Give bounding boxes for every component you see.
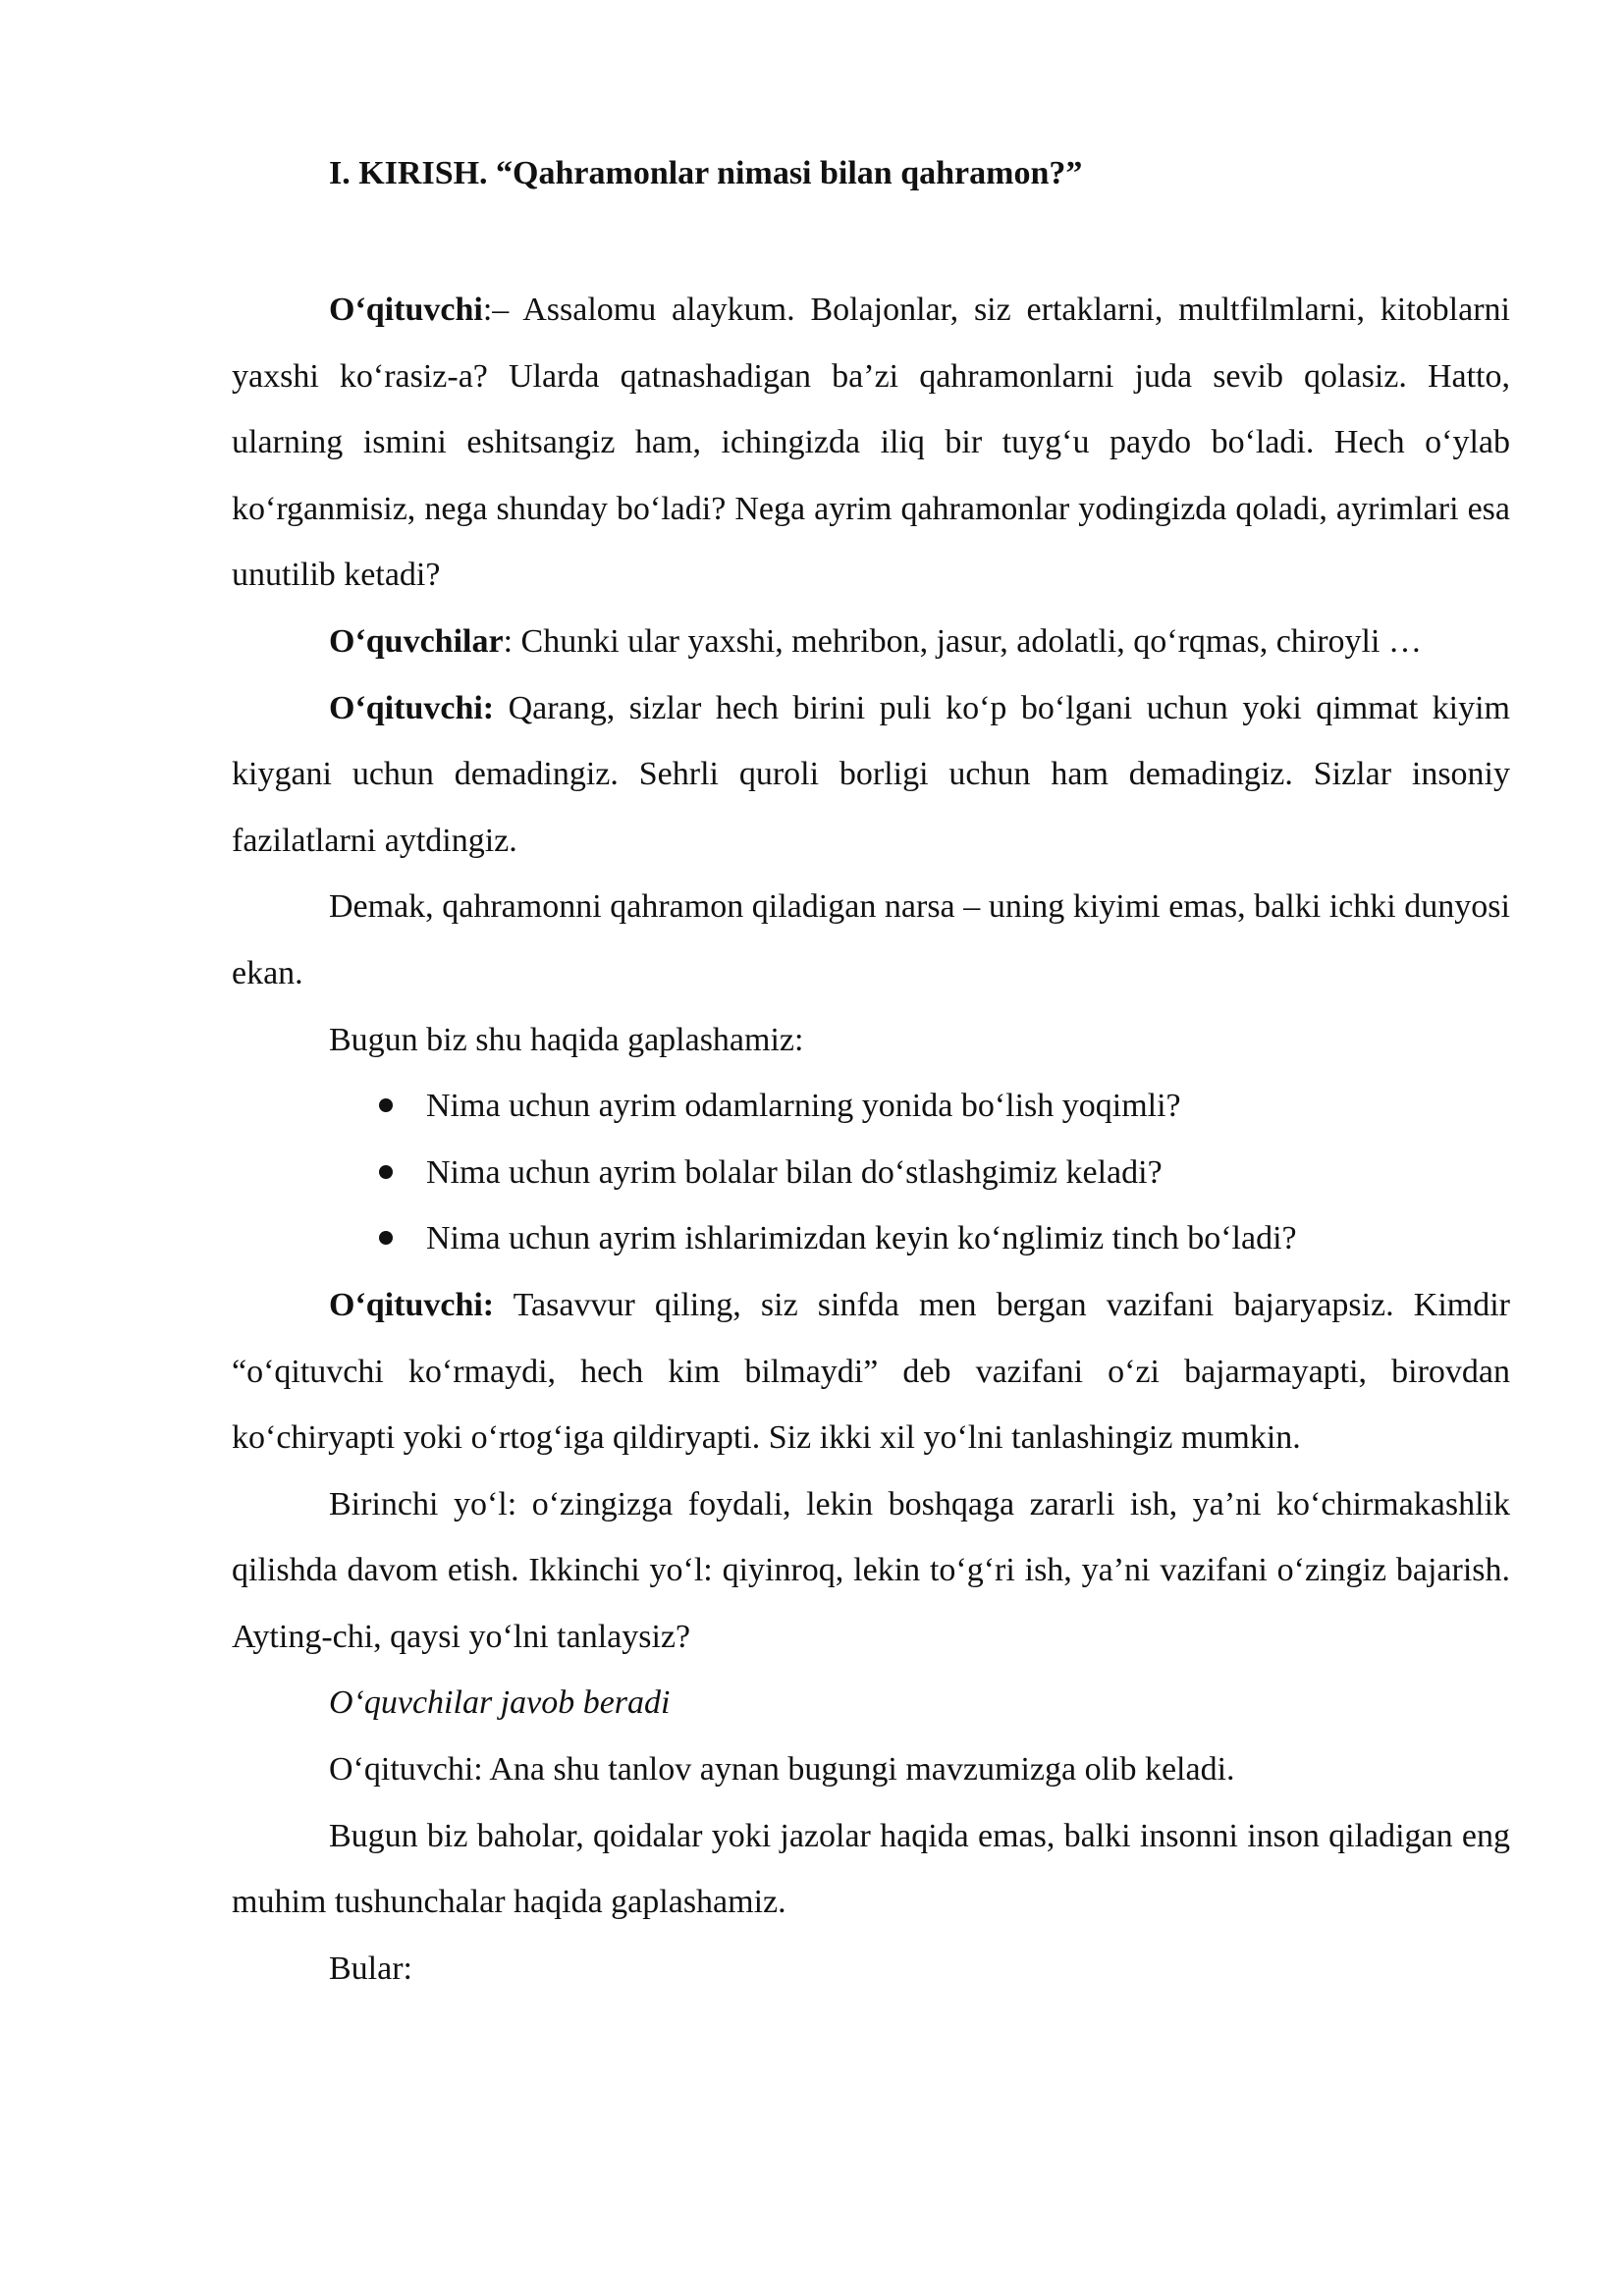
list-item: Nima uchun ayrim odamlarning yonida bo‘lish yoqimli? [426,1073,1510,1140]
speaker-label: O‘qituvchi: [329,689,495,726]
document-body [232,277,1510,2002]
bullet-icon [379,1165,393,1179]
paragraph-text: Qarang, sizlar hech birini puli ko‘p bo‘lgani uchun yoki qimmat kiyim kiygani uchun demadingiz. Sehrli quroli borligi uchun ham demadingiz. Sizlar insoniy fazilatlarni aytdingiz. [232,689,1510,859]
paragraph-teacher-topic: O‘qituvchi: Ana shu tanlov aynan bugungi mavzumizga olib keladi. [329,1751,1235,1789]
paragraph-conclusion: Demak, qahramonni qahramon qiladigan narsa – uning kiyimi emas, balki ichki dunyosi ekan. [232,888,1510,991]
paragraph-text: :– Assalomu alaykum. Bolajonlar, siz ertaklarni, multfilmlarni, kitoblarni yaxshi ko‘rasiz-a? Ularda qatnashadigan ba’zi qahramonlarni juda sevib qolasiz. Hatto, ularning ismini eshitsangiz ham, ichingizda iliq bir tuyg‘u paydo bo‘ladi. Hech o‘ylab ko‘rganmisiz, nega shunday bo‘ladi? Nega ayrim qahramonlar yodingizda qoladi, ayrimlari esa unutilib ketadi? [232,292,1510,594]
paragraph-two-paths: Birinchi yo‘l: o‘zingizga foydali, lekin boshqaga zararli ish, ya’ni ko‘chirmakashlik qilishda davom etish. Ikkinchi yo‘l: qiyinroq, lekin to‘g‘ri ish, ya’ni vazifani o‘zingiz bajarish. Ayting-chi, qaysi yo‘lni tanlaysiz? [232,1485,1510,1655]
speaker-label: O‘qituvchi [329,292,483,328]
question-list [232,1073,1510,1272]
speaker-label: O‘qituvchi: [329,1286,495,1323]
paragraph-today-topic: Bugun biz baholar, qoidalar yoki jazolar haqida emas, balki insonni inson qiladigan eng muhim tushunchalar haqida gaplashamiz. [232,1817,1510,1921]
speaker-label: O‘quvchilar [329,622,504,660]
paragraph-teacher-scenario [232,1272,1510,1471]
paragraph-students-answer [232,609,1510,675]
paragraph-list-lead: Bular: [329,1949,412,1987]
paragraph-teacher-greeting [232,277,1510,609]
paragraph-text: Tasavvur qiling, siz sinfda men bergan vazifani bajaryapsiz. Kimdir “o‘qituvchi ko‘rmaydi, hech kim bilmaydi” deb vazifani o‘zi bajarmayapti, birovdan ko‘chiryapti yoki o‘rtog‘iga qildiryapti. Siz ikki xil yo‘lni tanlashingiz mumkin. [232,1286,1510,1457]
section-heading: I. KIRISH. “Qahramonlar nimasi bilan qahramon?” [329,155,1083,191]
bullet-icon [379,1231,393,1245]
list-item: Nima uchun ayrim bolalar bilan do‘stlashgimiz keladi? [426,1140,1510,1206]
paragraph-teacher-reply [232,675,1510,875]
paragraph-stage-direction: O‘quvchilar javob beradi [329,1684,671,1722]
list-item: Nima uchun ayrim ishlarimizdan keyin ko‘nglimiz tinch bo‘ladi? [426,1205,1510,1272]
paragraph-text: : Chunki ular yaxshi, mehribon, jasur, adolatli, qo‘rqmas, chiroyli … [503,622,1422,660]
bullet-icon [379,1098,393,1112]
paragraph-topic-intro: Bugun biz shu haqida gaplashamiz: [329,1021,804,1058]
